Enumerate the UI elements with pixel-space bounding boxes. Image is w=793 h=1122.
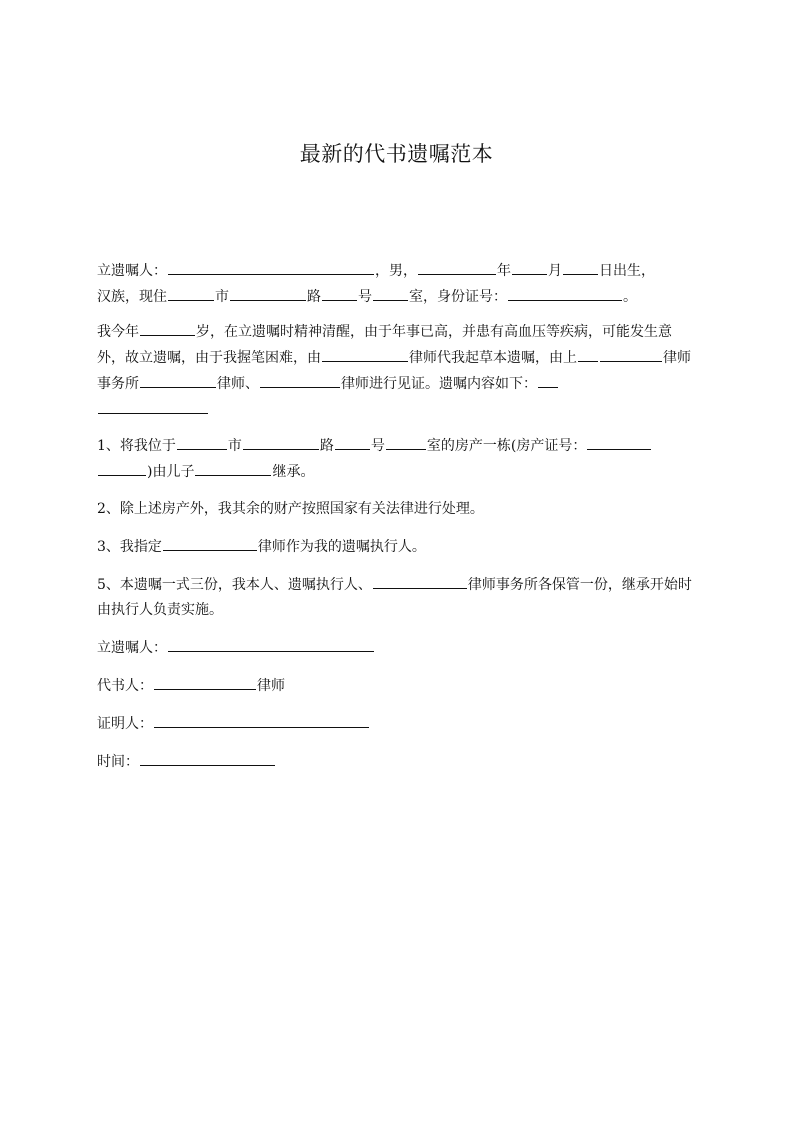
property-city-blank[interactable] [177, 433, 227, 450]
signature-testator-label: 立遗嘱人： [97, 640, 167, 656]
inherit-text: 继承。 [272, 464, 315, 480]
birth-year-blank[interactable] [418, 258, 496, 275]
residence-number-blank[interactable] [322, 284, 357, 301]
clause-3-prefix: 3、我指定 [97, 539, 162, 555]
document-title: 最新的代书遗嘱范本 [299, 142, 494, 166]
gender-text: ，男， [375, 263, 417, 279]
content-blank[interactable] [98, 397, 208, 414]
clause-1-paragraph [97, 433, 697, 485]
property-number-text: 号 [370, 438, 385, 454]
law-firm-blank[interactable] [600, 345, 662, 362]
testator-label: 立遗嘱人： [97, 263, 167, 279]
clause-1-prefix: 1、将我位于 [97, 438, 176, 454]
number-text: 号 [358, 289, 372, 305]
id-number-blank[interactable] [508, 284, 622, 301]
age-blank[interactable] [140, 319, 195, 336]
clause-2-paragraph: 2、除上述房产外，我其余的财产按照国家有关法律进行处理。 [97, 501, 484, 517]
signature-testator-blank[interactable] [168, 635, 374, 652]
property-city-text: 市 [227, 438, 242, 454]
year-text: 年 [497, 263, 511, 279]
property-certificate-blank-start[interactable] [587, 433, 651, 450]
birth-day-blank[interactable] [563, 258, 598, 275]
declaration-text: 岁，在立遗嘱时精神清醒，由于年事已高，并患有高血压等疾病，可能发生意外，故立遗嘱，由于我握笔困难，由 [97, 324, 672, 366]
signature-time-label: 时间： [97, 754, 139, 770]
signature-witness-blank[interactable] [154, 711, 369, 728]
document-body [97, 258, 697, 787]
property-road-text: 路 [319, 438, 334, 454]
signature-drafter-suffix: 律师 [257, 678, 285, 694]
signature-testator [97, 635, 697, 661]
testator-name-blank[interactable] [168, 258, 374, 275]
month-text: 月 [548, 263, 562, 279]
drafting-text: 律师代我起草本遗嘱，由上 [409, 350, 577, 366]
birth-text: 日出生， [599, 263, 655, 279]
property-room-blank[interactable] [386, 433, 426, 450]
declaration-paragraph [97, 319, 697, 423]
law-firm-blank-start[interactable] [578, 345, 598, 362]
custody-law-firm-blank[interactable] [373, 572, 467, 589]
period-text: 。 [623, 289, 637, 305]
executor-lawyer-blank[interactable] [163, 534, 257, 551]
property-number-blank[interactable] [335, 433, 370, 450]
property-certificate-blank[interactable] [98, 459, 146, 476]
signature-witness-label: 证明人： [97, 716, 153, 732]
clause-3-paragraph [97, 534, 697, 560]
witness-lawyer-2-blank[interactable] [260, 371, 340, 388]
age-prefix: 我今年 [97, 324, 139, 340]
road-text: 路 [307, 289, 321, 305]
residence-text: 汉族，现住 [97, 289, 167, 305]
property-room-text: 室的房产一栋(房产证号： [426, 438, 587, 454]
drafting-lawyer-blank[interactable] [322, 345, 408, 362]
signature-time [97, 749, 697, 775]
signature-drafter-label: 代书人： [97, 678, 153, 694]
clause-5-prefix: 5、本遗嘱一式三份，我本人、遗嘱执行人、 [97, 577, 372, 593]
law-firm-text: 律师事务所 [97, 350, 691, 392]
signature-time-blank[interactable] [140, 749, 275, 766]
clause-5-paragraph [97, 572, 697, 623]
signature-drafter-blank[interactable] [154, 673, 256, 690]
city-text: 市 [215, 289, 229, 305]
witness-text: 律师进行见证。遗嘱内容如下： [341, 376, 537, 392]
id-label: 室，身份证号： [409, 289, 507, 305]
testator-info-paragraph [97, 258, 697, 310]
residence-road-blank[interactable] [230, 284, 306, 301]
lawyer-text: 律师、 [217, 376, 259, 392]
residence-room-blank[interactable] [373, 284, 408, 301]
signature-witness [97, 711, 697, 737]
executor-text: 律师作为我的遗嘱执行人。 [257, 539, 426, 555]
heir-prefix: )由儿子 [147, 464, 195, 480]
signature-drafter [97, 673, 697, 699]
property-road-blank[interactable] [243, 433, 319, 450]
birth-month-blank[interactable] [512, 258, 547, 275]
witness-lawyer-1-blank[interactable] [140, 371, 216, 388]
heir-name-blank[interactable] [195, 459, 271, 476]
custody-text: 律师事务所各保管一份，继承开始时由执行人负责实施。 [97, 577, 692, 618]
residence-city-blank[interactable] [168, 284, 214, 301]
content-blank-start[interactable] [538, 371, 558, 388]
